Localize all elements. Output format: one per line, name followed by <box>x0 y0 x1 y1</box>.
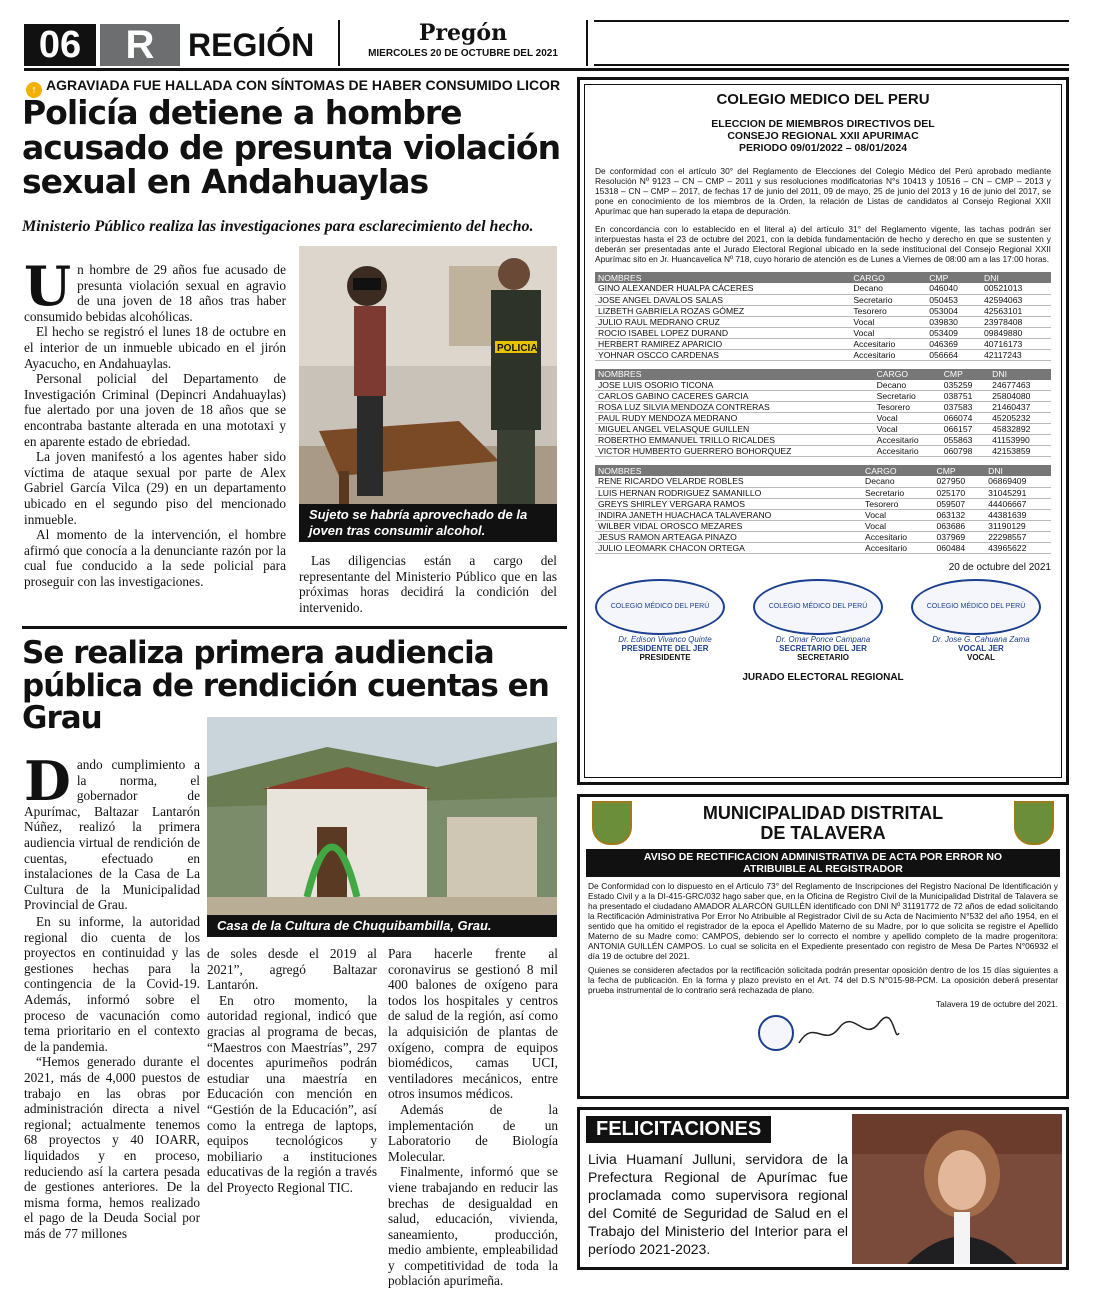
table-cell: Decano <box>850 283 926 294</box>
candidate-list-3 <box>595 465 1051 554</box>
table-header-row <box>595 465 1051 476</box>
table-cell: 06869409 <box>985 476 1051 487</box>
table-row <box>595 305 1051 316</box>
talavera-title-line: MUNICIPALIDAD DISTRITAL <box>702 803 944 823</box>
table-cell: 42153859 <box>989 446 1051 457</box>
drop-cap: D <box>24 749 71 813</box>
table-cell: 42594063 <box>981 294 1051 305</box>
table-row <box>595 520 1051 531</box>
seal-stamp: COLEGIO MÉDICO DEL PERÚ <box>595 579 725 635</box>
table-cell: Secretario <box>850 294 926 305</box>
table-cell: 035259 <box>941 380 989 391</box>
article1-photo <box>299 246 557 542</box>
article1-column2 <box>299 553 557 615</box>
table-cell: JULIO LEOMARK CHACON ORTEGA <box>595 542 862 553</box>
table-cell: 23978408 <box>981 316 1051 327</box>
masthead <box>338 20 588 66</box>
col-cargo: CARGO <box>874 369 941 380</box>
signatory-label: PRESIDENTE <box>639 652 691 662</box>
table-cell: 31190129 <box>985 520 1051 531</box>
seal-stamp: COLEGIO MÉDICO DEL PERÚ <box>753 579 883 635</box>
talavera-title-line: DE TALAVERA <box>760 823 886 843</box>
colegio-paragraph: De conformidad con el artículo 30° del Reglamento de Elecciones del Colegio Médico del Perú aprobado mediante Resolución Nº 9123 – CN – CMP – 2011 y sus resoluciones modificatorias N°s 10413 y 10516 – CN – CMP – 2013 y 15318 – CN – CMP – 2017, de fechas 17 de junio del 2011, 09 de mayo, 25 de junio del 2013 y 16 de junio del 2017, se pone en conocimiento de los miembros de la Orden, la relación de Listas de candidatos al Consejo Regional XXII Apurímac que han superado la etapa de depuración. <box>595 166 1051 216</box>
portrait-photo <box>852 1114 1062 1264</box>
table-cell: 039830 <box>926 316 981 327</box>
signature-block <box>595 579 735 662</box>
section-letter: R <box>100 24 180 66</box>
table-cell: Vocal <box>850 327 926 338</box>
table-cell: 00521013 <box>981 283 1051 294</box>
colegio-title: COLEGIO MEDICO DEL PERU <box>716 91 930 108</box>
article2-paragraph: de soles desde el 2019 al 2021”, agregó Baltazar Lantarón. <box>207 946 377 993</box>
arrow-up-icon: ↑ <box>26 82 42 98</box>
table-row <box>595 391 1051 402</box>
signatory-label: SECRETARIO <box>797 652 849 662</box>
article1-paragraph: La joven manifestó a los agentes haber sido víctima de ataque sexual por parte de Alex Gabriel García Vilca (29) en un departamento ubicado en el segundo piso del mencionado inmueble. <box>24 449 286 527</box>
table-cell: Accesitario <box>874 446 941 457</box>
col-cmp: CMP <box>926 272 981 283</box>
table-cell: 22298557 <box>985 531 1051 542</box>
table-row <box>595 327 1051 338</box>
table-cell: Decano <box>874 380 941 391</box>
article1-headline: Policía detiene a hombre acusado de presunta violación sexual en Andahuaylas <box>22 93 561 202</box>
table-row <box>595 294 1051 305</box>
publication-date: MIERCOLES 20 DE OCTUBRE DEL 2021 <box>368 48 558 59</box>
table-cell: LIZBETH GABRIELA ROZAS GÓMEZ <box>595 305 850 316</box>
colegio-date: 20 de octubre del 2021 <box>948 561 1051 573</box>
signatory-name: Dr. Omar Ponce Campana <box>775 634 871 644</box>
table-cell: 038751 <box>941 391 989 402</box>
kicker-text: AGRAVIADA FUE HALLADA CON SÍNTOMAS DE HABER CONSUMIDO LICOR <box>46 77 561 93</box>
table-row <box>595 349 1051 360</box>
table-cell: VICTOR HUMBERTO GUERRERO BOHORQUEZ <box>595 446 874 457</box>
table-cell: ROCIO ISABEL LOPEZ DURAND <box>595 327 850 338</box>
table-cell: Tesorero <box>850 305 926 316</box>
table-cell: Secretario <box>862 487 934 498</box>
table-cell: 41153990 <box>989 435 1051 446</box>
table-header-row <box>595 369 1051 380</box>
felicitaciones-text: Livia Huamaní Julluni, servidora de la Prefectura Regional de Apurímac fue proclamada como supervisora regional del Comité de Seguridad de Salud en el Trabajo del Ministerio del Interior para el período 2021-2023. <box>588 1151 848 1257</box>
article2-paragraph: ando cumplimiento a la norma, el gobernador de Apurímac, Baltazar Lantarón Núñez, realizó la primera audiencia virtual de rendición de cuentas, efectuado en instalaciones de la Casa de La Cultura de la Municipalidad Provincial de Grau. <box>24 757 200 913</box>
article2-column1b <box>24 914 200 1241</box>
table-cell: 037583 <box>941 402 989 413</box>
masthead-rule <box>594 20 1069 66</box>
table-cell: PAUL RUDY MENDOZA MEDRANO <box>595 413 874 424</box>
col-cmp: CMP <box>941 369 989 380</box>
colegio-medico-notice <box>577 77 1069 785</box>
table-cell: Vocal <box>862 520 934 531</box>
table-cell: 059507 <box>933 498 985 509</box>
table-cell: 027950 <box>933 476 985 487</box>
seal-stamp: COLEGIO MÉDICO DEL PERÚ <box>911 579 1041 635</box>
article1-column1 <box>24 254 286 589</box>
round-seal-icon <box>758 1015 794 1051</box>
table-row <box>595 498 1051 509</box>
table-cell: 44381639 <box>985 509 1051 520</box>
table-cell: INDIRA JANETH HUACHACA TALAVERANO <box>595 509 862 520</box>
article1-paragraph: n hombre de 29 años fue acusado de presunta violación sexual en agravio de una joven de 18 años tras haber consumido bebidas alcohólicas. <box>24 262 286 324</box>
table-cell: Vocal <box>862 509 934 520</box>
table-cell: 066157 <box>941 424 989 435</box>
section-title: REGIÓN <box>188 27 315 63</box>
article1-photo-caption: Sujeto se habría aprovechado de la joven tras consumir alcohol. <box>299 504 557 542</box>
table-row <box>595 402 1051 413</box>
talavera-stamp <box>758 1013 1058 1053</box>
article2-paragraph: Además de la implementación de un Laboratorio de Biología Molecular. <box>388 1101 558 1164</box>
header-rule <box>24 68 1069 71</box>
table-cell: RENE RICARDO VELARDE ROBLES <box>595 476 862 487</box>
col-nombres: NOMBRES <box>595 465 862 476</box>
table-cell: GINO ALEXANDER HUALPA CÁCERES <box>595 283 850 294</box>
table-row <box>595 531 1051 542</box>
table-row <box>595 476 1051 487</box>
article1-paragraph: Las diligencias están a cargo del representante del Ministerio Público que en las próximas horas decidirá la condición del intervenido. <box>299 553 557 615</box>
handwritten-signature <box>794 1013 904 1053</box>
table-cell: 055863 <box>941 435 989 446</box>
article2-paragraph: Para hacerle frente al coronavirus se gestionó 8 mil 400 balones de oxígeno para todos los hospitales y centros de salud de la región, así como la adquisición de plantas de oxígeno, compra de equipos biomédicos, camas UCI, ventiladores mecánicos, entre otros insumos médicos. <box>388 946 558 1102</box>
colegio-paragraph: En concordancia con lo establecido en el literal a) del artículo 31° del Reglamento vigente, las tachas podrán ser interpuestas hasta el 23 de octubre del 2021, con la debida fundamentación de hecho y derecho en que se sustenten y deberán ser presentadas ante el Jurado Electoral Regional ubicado en la sede institucional del Consejo Regional XXII Apurímac sito en Jr. Huancavelica Nº 718, cuyo horario de atención es de Lunes a Viernes de 08:00 am a las 17:00 horas. <box>595 224 1051 264</box>
table-row <box>595 283 1051 294</box>
table-cell: 24677463 <box>989 380 1051 391</box>
colegio-subtitle: PERIODO 09/01/2022 – 08/01/2024 <box>738 142 908 154</box>
table-cell: 046040 <box>926 283 981 294</box>
publication-name: Pregón <box>418 20 508 46</box>
table-row <box>595 316 1051 327</box>
article2-photo <box>207 717 557 937</box>
candidate-list-1 <box>595 272 1051 361</box>
table-row <box>595 446 1051 457</box>
table-cell: Vocal <box>874 424 941 435</box>
signature-block <box>911 579 1051 662</box>
signature-block <box>753 579 893 662</box>
table-cell: WILBER VIDAL OROSCO MEZARES <box>595 520 862 531</box>
table-cell: JESUS RAMON ARTEAGA PINAZO <box>595 531 862 542</box>
table-cell: 063686 <box>933 520 985 531</box>
talavera-crest-icon <box>1014 801 1054 845</box>
signatory-role: PRESIDENTE DEL JER <box>621 643 709 653</box>
table-cell: ROSA LUZ SILVIA MENDOZA CONTRERAS <box>595 402 874 413</box>
talavera-title <box>703 803 943 843</box>
col-cmp: CMP <box>933 465 985 476</box>
table-cell: 43965622 <box>985 542 1051 553</box>
article2-column2 <box>207 946 377 1196</box>
table-cell: Vocal <box>874 413 941 424</box>
article1-deck: Ministerio Público realiza las investigaciones para esclarecimiento del hecho. <box>22 218 534 235</box>
drop-cap: U <box>24 254 72 318</box>
table-cell: ROBERTHO EMMANUEL TRILLO RICALDES <box>595 435 874 446</box>
page-number: 06 <box>24 24 96 66</box>
talavera-paragraph: Quienes se consideren afectados por la rectificación solicitada podrán presentar oposición dentro de los 15 días siguientes a la fecha de publicación. En la forma y plazo previsto en el Art. 74 del D.S N°015-98-PCM. La oposición deberá presentar prueba instrumental de lo contrario será rechazada de plano. <box>588 965 1058 995</box>
talavera-crest-icon <box>592 801 632 845</box>
col-dni: DNI <box>981 272 1051 283</box>
vest-text: POLICIA <box>497 343 538 354</box>
portrait-illustration <box>852 1114 1062 1264</box>
signatory-label: VOCAL <box>967 652 995 662</box>
table-cell: CARLOS GABINO CACERES GARCIA <box>595 391 874 402</box>
talavera-notice <box>577 794 1069 1099</box>
table-cell: Accesitario <box>850 349 926 360</box>
talavera-header <box>580 797 1066 849</box>
col-dni: DNI <box>989 369 1051 380</box>
table-cell: Vocal <box>850 316 926 327</box>
signatory-name: Dr. Edison Vivanco Quinte <box>618 634 712 644</box>
table-cell: 40716173 <box>981 338 1051 349</box>
table-cell: Accesitario <box>862 531 934 542</box>
article2-paragraph: En su informe, la autoridad regional dio cuenta de los proyectos en continuidad y las gestiones hechas para la contingencia de la Covid-19. Además, informó sobre el proceso de vacunación como tema prioritario en el contexto de la pandemia. <box>24 914 200 1054</box>
talavera-date: Talavera 19 de octubre del 2021. <box>936 999 1058 1009</box>
table-cell: 44406667 <box>985 498 1051 509</box>
article2-column1 <box>24 749 200 913</box>
colegio-footer: JURADO ELECTORAL REGIONAL <box>742 671 904 683</box>
table-row <box>595 542 1051 553</box>
table-cell: JOSE ANGEL DAVALOS SALAS <box>595 294 850 305</box>
table-cell: 060484 <box>933 542 985 553</box>
article1-paragraph: El hecho se registró el lunes 18 de octubre en el interior de un inmueble ubicado en el jirón Ayacucho, en Andahuaylas. <box>24 324 286 371</box>
table-cell: Accesitario <box>874 435 941 446</box>
talavera-banner: AVISO DE RECTIFICACION ADMINISTRATIVA DE ACTA POR ERROR NO ATRIBUIBLE AL REGISTRADOR <box>586 849 1060 877</box>
table-cell: HERBERT RAMIREZ APARICIO <box>595 338 850 349</box>
table-row <box>595 509 1051 520</box>
article-divider <box>22 626 567 629</box>
table-cell: 31045291 <box>985 487 1051 498</box>
col-cargo: CARGO <box>862 465 934 476</box>
table-cell: YOHNAR OSCCO CARDENAS <box>595 349 850 360</box>
signatory-name: Dr. Jose G. Cahuana Zama <box>932 634 1030 644</box>
table-cell: 45205232 <box>989 413 1051 424</box>
article2-photo-caption: Casa de la Cultura de Chuquibambilla, Grau. <box>207 915 557 937</box>
table-row <box>595 435 1051 446</box>
table-cell: MIGUEL ANGEL VELASQUE GUILLEN <box>595 424 874 435</box>
table-cell: Accesitario <box>862 542 934 553</box>
article1-paragraph: Al momento de la intervención, el hombre afirmó que conocía a la denunciante razón por la cual fue conducido a la sede policial para proseguir con las investigaciones. <box>24 527 286 589</box>
table-cell: Tesorero <box>874 402 941 413</box>
table-cell: 42117243 <box>981 349 1051 360</box>
table-cell: Decano <box>862 476 934 487</box>
table-cell: 025170 <box>933 487 985 498</box>
table-cell: 42563101 <box>981 305 1051 316</box>
col-nombres: NOMBRES <box>595 272 850 283</box>
table-row <box>595 413 1051 424</box>
col-nombres: NOMBRES <box>595 369 874 380</box>
table-row <box>595 380 1051 391</box>
table-cell: 050453 <box>926 294 981 305</box>
article2-paragraph: En otro momento, la autoridad regional, indicó que gracias al programa de becas, “Maestros con Maestrías”, 297 docentes apurimeños podrán estudiar una maestría en Educación con mención en “Gestión de la Educación”, así como la entrega de laptops, equipos tecnológicos y mobiliario a instituciones educativas de la región a través del Proyecto Regional TIC. <box>207 992 377 1195</box>
col-cargo: CARGO <box>850 272 926 283</box>
table-cell: 060798 <box>941 446 989 457</box>
signatory-role: SECRETARIO DEL JER <box>779 643 867 653</box>
table-cell: JULIO RAUL MEDRANO CRUZ <box>595 316 850 327</box>
colegio-subtitle: CONSEJO REGIONAL XXII APURIMAC <box>727 130 919 142</box>
table-cell: 046369 <box>926 338 981 349</box>
signatory-role: VOCAL JER <box>958 643 1004 653</box>
table-cell: 037969 <box>933 531 985 542</box>
article2-column3 <box>388 946 558 1289</box>
table-cell: 053409 <box>926 327 981 338</box>
table-cell: 25804080 <box>989 391 1051 402</box>
table-cell: 053004 <box>926 305 981 316</box>
table-cell: 056664 <box>926 349 981 360</box>
table-cell: Accesitario <box>850 338 926 349</box>
felicitaciones-box <box>577 1107 1069 1270</box>
table-cell: 063132 <box>933 509 985 520</box>
table-cell: 09849880 <box>981 327 1051 338</box>
article2-paragraph: Finalmente, informó que se viene trabajando en reducir las brechas de desigualdad en salud, educación, vivienda, saneamiento, producción, medio ambiente, empleabilidad y competitividad de toda la población apurimeña. <box>388 1164 558 1289</box>
talavera-paragraph: De Conformidad con lo dispuesto en el Articulo 73° del Reglamento de Inscripciones del Registro Nacional De Identificación y Estado Civil y a la DI-415-GRC/032 hago saber que, en la Oficina de Registro Civil de la Municipalidad Distrital de Talavera se ha presentado el ciudadano AMADOR ALARCÓN GUILLÉN identificado con DNI Nº 31191772 de 72 años de edad solicitando la Rectificación Administrativa Por Error No Atribuible al Registrador Civil de su Acta de Nacimiento N°532 del año 1954, en el sentido que ha omitido el registrador de la epoca el Apellido Materno de su Madre, por lo que solicita se registre el Apellido Materno de su Madre como: CAMPOS, debiendo ser lo correcto el nombre y apellido completo de la madre progenitora: ANTONIA GUILLÉN CAMPOS. Lo cual se solicita en el Expediente presentado con registro de Mesa De Partes N°06932 el día 19 de octubre del 2021. <box>588 881 1058 961</box>
candidate-list-2 <box>595 369 1051 458</box>
table-cell: JOSE LUIS OSORIO TICONA <box>595 380 874 391</box>
table-cell: GREYS SHIRLEY VERGARA RAMOS <box>595 498 862 509</box>
casa-cultura-illustration <box>207 717 557 937</box>
table-cell: Tesorero <box>862 498 934 509</box>
table-header-row <box>595 272 1051 283</box>
police-office-illustration <box>299 246 557 542</box>
article2-headline: Se realiza primera audiencia pública de rendición cuentas en Grau <box>22 635 549 737</box>
table-row <box>595 487 1051 498</box>
table-cell: 066074 <box>941 413 989 424</box>
table-cell: LUIS HERNAN RODRIGUEZ SAMANILLO <box>595 487 862 498</box>
col-dni: DNI <box>985 465 1051 476</box>
table-cell: 21460437 <box>989 402 1051 413</box>
colegio-subtitle: ELECCION DE MIEMBROS DIRECTIVOS DEL <box>711 118 935 130</box>
article2-paragraph: “Hemos generado durante el 2021, más de 4,000 puestos de trabajo en las obras por administración directa a nivel regional; actualmente tenemos 68 proyectos y 40 IOARR, liquidados y en proceso, reduciendo así la cartera pesada de gestiones anteriores. De la misma forma, hemos realizado el pago de la Deuda Social por más de 77 millones <box>24 1054 200 1241</box>
table-cell: 45832892 <box>989 424 1051 435</box>
table-cell: Secretario <box>874 391 941 402</box>
felicitaciones-title: FELICITACIONES <box>586 1116 771 1143</box>
table-row <box>595 424 1051 435</box>
article1-paragraph: Personal policial del Departamento de Investigación Criminal (Depincri Andahuaylas) fue alertado por una joven de 18 años que se encontraba bastante alterada en una mototaxi y en aparente estado de ebriedad. <box>24 371 286 449</box>
table-row <box>595 338 1051 349</box>
signature-row <box>595 579 1051 662</box>
